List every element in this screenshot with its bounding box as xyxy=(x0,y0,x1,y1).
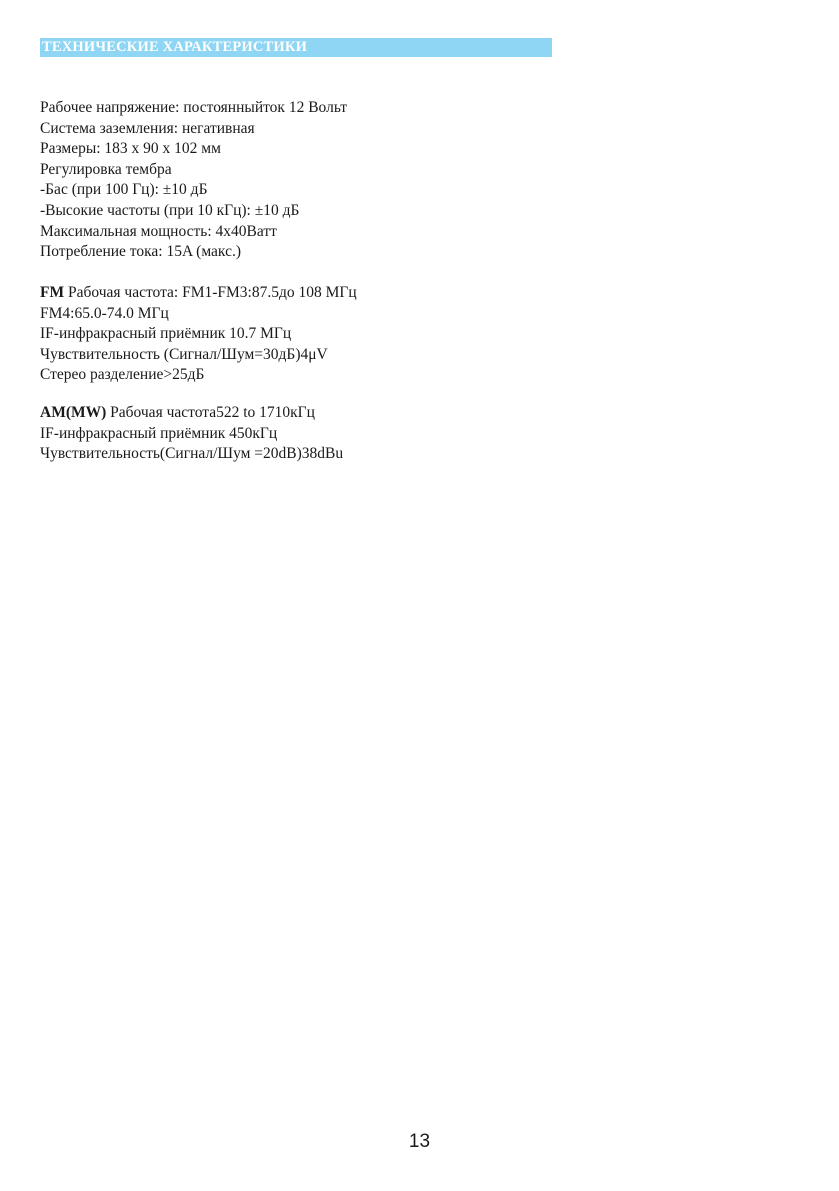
am-frequency-line xyxy=(40,403,640,424)
spec-line-treble: -Высокие частоты (при 10 кГц): ±10 дБ xyxy=(40,201,300,219)
spec-line-current: Потребление тока: 15A (макс.) xyxy=(40,243,241,261)
fm-line-fm4: FM4:65.0-74.0 МГц xyxy=(40,304,169,322)
spec-line-tone-control: Регулировка тембра xyxy=(40,160,172,178)
am-line-if: IF-инфракрасный приёмник 450кГц xyxy=(40,424,278,442)
section-header-bar xyxy=(40,38,552,57)
page-number: 13 xyxy=(408,1131,431,1152)
am-line-sensitivity: Чувствительность(Сигнал/Шум =20dB)38dBu xyxy=(40,445,344,463)
spec-line-grounding: Система заземления: негативная xyxy=(40,119,255,137)
spec-line-voltage: Рабочее напряжение: постоянныйток 12 Вольт xyxy=(40,99,348,116)
spec-line-max-power: Максимальная мощность: 4x40Ватт xyxy=(40,222,277,240)
am-label: AM(MW) xyxy=(40,404,107,421)
fm-label: FM xyxy=(40,284,65,301)
spec-line-dimensions: Размеры: 183 x 90 x 102 мм xyxy=(40,140,221,158)
general-specs xyxy=(40,98,640,263)
fm-line-sensitivity: Чувствительность (Сигнал/Шум=30дБ)4μV xyxy=(40,345,328,363)
am-specs xyxy=(40,403,640,465)
fm-specs xyxy=(40,283,640,386)
section-title: ТЕХНИЧЕСКИЕ ХАРАКТЕРИСТИКИ xyxy=(42,39,308,55)
fm-line-stereo: Стерео разделение>25дБ xyxy=(40,366,205,384)
fm-line-if: IF-инфракрасный приёмник 10.7 МГц xyxy=(40,325,292,343)
spec-line-bass: -Бас (при 100 Гц): ±10 дБ xyxy=(40,181,208,199)
fm-frequency-text: Рабочая частота: FM1-FM3:87.5до 108 МГц xyxy=(64,284,357,301)
fm-frequency-line xyxy=(40,283,640,304)
am-frequency-text: Рабочая частота522 to 1710кГц xyxy=(106,404,315,421)
